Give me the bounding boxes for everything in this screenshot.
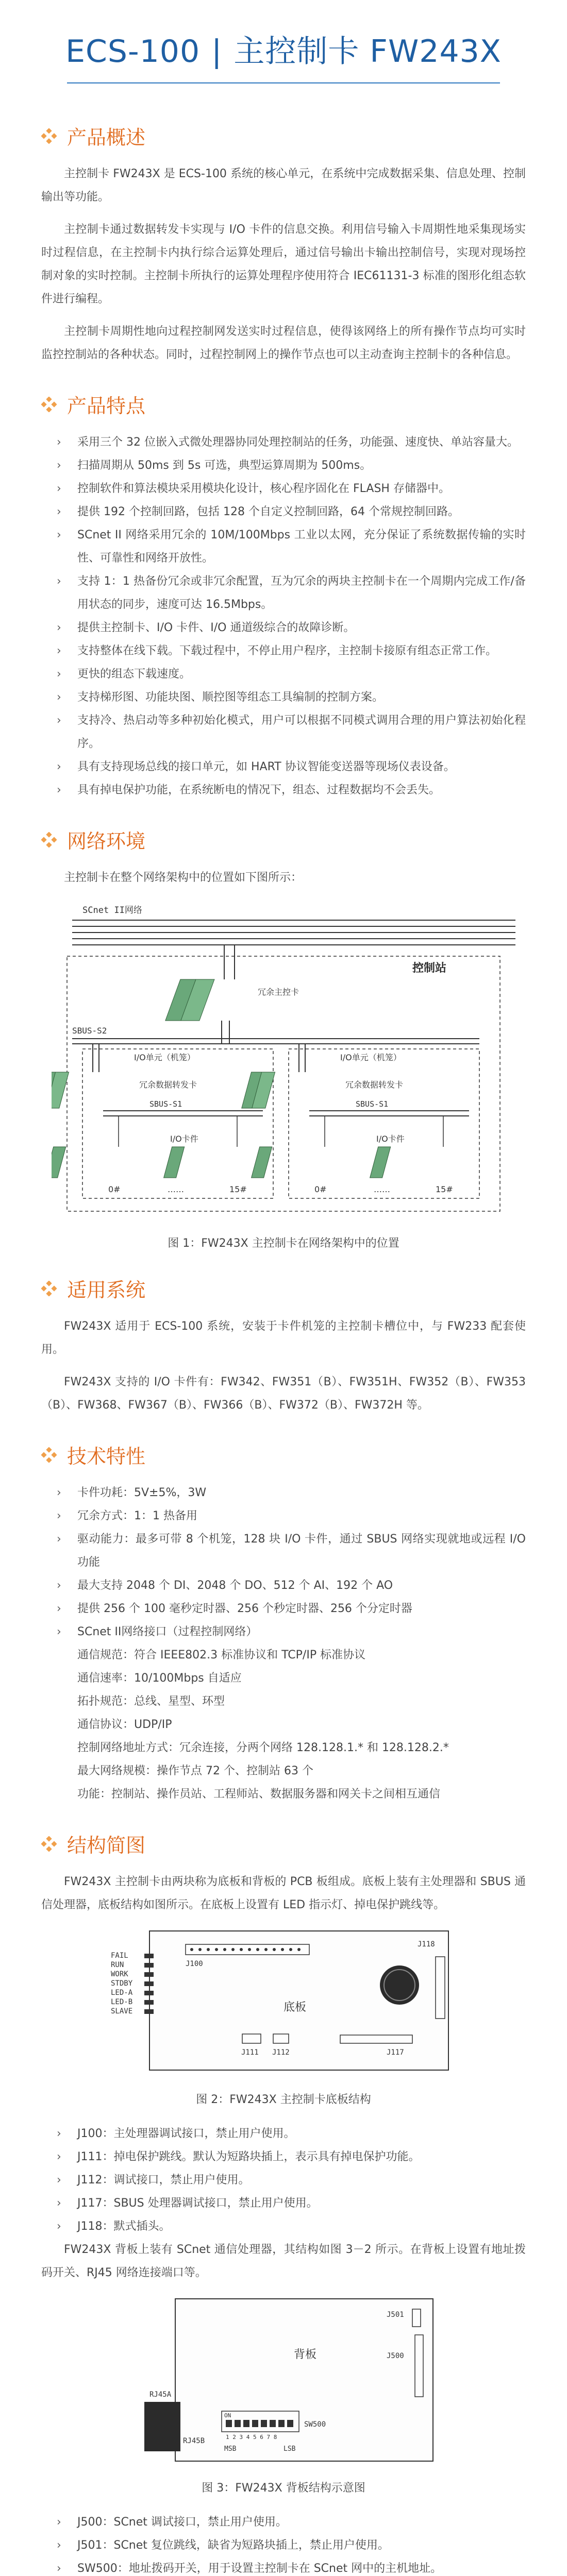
list-item (57, 431, 526, 454)
led-label: RUN (111, 1961, 124, 1969)
j100-label: J100 (186, 1960, 203, 1968)
chevron-right-icon: › (57, 1625, 61, 1638)
led-label: WORK (111, 1970, 128, 1978)
slot-last-label: 15# (229, 1184, 247, 1194)
slot-ellipsis: …… (168, 1184, 184, 1194)
list-item (57, 500, 526, 523)
chevron-right-icon: › (57, 784, 61, 796)
overview-paragraph: 主控制卡周期性地向过程控制网发送实时过程信息，使得该网络上的所有操作节点均可实时监控控制站的各种状态。同时，过程控制网上的操作节点也可以主动查询主控制卡的各种信息。 (41, 325, 526, 361)
specs-list (41, 1481, 526, 1643)
list-item (57, 755, 526, 778)
structure-intro: FW243X 主控制卡由两块称为底板和背板的 PCB 板组成。底板上装有主处理器和 SBUS 通信处理器，底板结构如图所示。在底板上设置有 LED 指示灯、掉电保护跳线等。 (41, 1875, 526, 1911)
network-intro: 主控制卡在整个网络架构中的位置如下图所示： (64, 871, 303, 884)
list-item-text: 提供 192 个控制回路，包括 128 个自定义控制回路，64 个常规控制回路。 (77, 505, 459, 518)
list-item-text: 控制软件和算法模块采用模块化设计，核心程序固化在 FLASH 存储器中。 (77, 482, 450, 495)
list-item-text: J100：主处理器调试接口，禁止用户使用。 (77, 2127, 295, 2140)
chevron-right-icon: › (57, 1486, 61, 1499)
io-unit-right (289, 1049, 479, 1198)
list-item (57, 778, 526, 802)
rj45b-label: RJ45B (183, 2437, 205, 2445)
led-label: FAIL (111, 1952, 128, 1960)
diamond-icon (41, 1281, 57, 1296)
figure-caption: 图 1：FW243X 主控制卡在网络架构中的位置 (168, 1237, 399, 1250)
scnet-spec-line: 通信速率：10/100Mbps 自适应 (77, 1672, 242, 1685)
sbus-s2-label: SBUS-S2 (72, 1026, 107, 1036)
rj45a-label: RJ45A (149, 2391, 172, 2399)
product-title: 主控制卡 FW243X (234, 33, 502, 70)
figure-caption: 图 2：FW243X 主控制卡底板结构 (196, 2093, 371, 2106)
lsb-label: LSB (284, 2445, 296, 2453)
slot-ellipsis: …… (374, 1184, 390, 1194)
specs-section (0, 1440, 567, 1806)
slot-first-label: 0# (108, 1184, 121, 1194)
network-section (0, 825, 567, 1250)
list-item-text: 支持整体在线下载。下载过程中，不停止用户程序，主控制卡接原有组态正常工作。 (77, 645, 497, 657)
scnet-spec-line: 控制网络地址方式：冗余连接，分两个网络 128.128.1.* 和 128.128.2.* (77, 1741, 449, 1754)
j500-label: J500 (387, 2352, 404, 2360)
chevron-right-icon: › (57, 691, 61, 704)
redundant-main-label: 冗余主控卡 (258, 987, 299, 997)
chevron-right-icon: › (57, 2197, 61, 2210)
list-item-text: 驱动能力：最多可带 8 个机笼，128 块 I/O 卡件，通过 SBUS 网络实现就地或远程 I/O 功能 (77, 1533, 526, 1569)
scnet-label: SCnet II网络 (82, 905, 142, 916)
list-item (57, 2534, 526, 2557)
list-item-text: SCnet II 网络采用冗余的 10M/100Mbps 工业以太网，充分保证了系统数据传输的实时性、可靠性和网络开放性。 (77, 529, 526, 565)
list-item (57, 1574, 526, 1597)
applicable-paragraph: FW243X 适用于 ECS-100 系统，安装于卡件机笼的主控制卡槽位中，与 FW233 配套使用。 (41, 1320, 526, 1356)
applicable-heading (41, 1274, 526, 1302)
list-item-text: 具有掉电保护功能，在系统断电的情况下，组态、过程数据均不会丢失。 (77, 784, 441, 796)
features-heading (41, 390, 526, 418)
back-board-outline (175, 2299, 433, 2461)
dip-numbers: 1 2 3 4 5 6 7 8 (226, 2434, 277, 2441)
diamond-icon (41, 1836, 57, 1852)
section-title: 适用系统 (67, 1279, 146, 1301)
structure-heading (41, 1829, 526, 1858)
sw500-label: SW500 (304, 2420, 326, 2429)
led-label: STDBY (111, 1979, 133, 1988)
chevron-right-icon: › (57, 714, 61, 727)
list-item (57, 477, 526, 500)
base-board-label: 底板 (284, 2001, 307, 2014)
j111-label: J111 (241, 2048, 259, 2057)
list-item (57, 663, 526, 686)
redundant-main-cards (165, 979, 214, 1021)
chevron-right-icon: › (57, 2516, 61, 2529)
section-title: 技术特性 (67, 1445, 146, 1468)
back-board-items (41, 2511, 526, 2576)
control-station-label: 控制站 (412, 962, 447, 975)
chevron-right-icon: › (57, 2220, 61, 2233)
list-item (57, 1597, 526, 1620)
chevron-right-icon: › (57, 2174, 61, 2187)
list-item-text: J118：默式插头。 (77, 2220, 171, 2233)
features-list (41, 431, 526, 802)
redundant-forward-label: 冗余数据转发卡 (345, 1080, 404, 1090)
list-item (57, 2215, 526, 2238)
sbus-s1-label: SBUS-S1 (149, 1099, 182, 1109)
overview-paragraph: 主控制卡 FW243X 是 ECS-100 系统的核心单元，在系统中完成数据采集、信息处理、控制输出等功能。 (41, 167, 526, 204)
slot-last-label: 15# (436, 1184, 453, 1194)
chevron-right-icon: › (57, 2150, 61, 2163)
list-item (57, 1504, 526, 1528)
chevron-right-icon: › (57, 459, 61, 472)
led-label: SLAVE (111, 2007, 133, 2015)
page-header (0, 0, 567, 98)
scnet-sublist (41, 1643, 526, 1806)
scnet-spec-line: 通信规范：符合 IEEE802.3 标准协议和 TCP/IP 标准协议 (77, 1649, 366, 1662)
back-board-intro: FW243X 背板上装有 SCnet 通信处理器，其结构如图 3－2 所示。在背板上设置有地址拨码开关、RJ45 网络连接端口等。 (41, 2243, 526, 2279)
scnet-spec-line: 通信协议：UDP/IP (77, 1718, 172, 1731)
list-item (57, 2557, 526, 2576)
chevron-right-icon: › (57, 645, 61, 657)
led-label: LED-A (111, 1989, 133, 1997)
list-item-text: 支持梯形图、功能块图、顺控图等组态工具编制的控制方案。 (77, 691, 384, 704)
applicable-section (0, 1274, 567, 1417)
slot-first-label: 0# (314, 1184, 327, 1194)
specs-heading (41, 1440, 526, 1469)
scnet-spec-line: 最大网络规模：操作节点 72 个、控制站 63 个 (77, 1765, 313, 1777)
io-unit-label: I/O单元（机笼） (134, 1053, 195, 1062)
list-item (57, 709, 526, 755)
list-item-text: 提供 256 个 100 毫秒定时器、256 个秒定时器、256 个分定时器 (77, 1602, 412, 1615)
chevron-right-icon: › (57, 2127, 61, 2140)
msb-label: MSB (224, 2445, 237, 2453)
figure-caption: 图 3：FW243X 背板结构示意图 (202, 2482, 365, 2495)
list-item (57, 686, 526, 709)
chevron-right-icon: › (57, 1579, 61, 1592)
list-item (57, 1620, 526, 1643)
chevron-right-icon: › (57, 2562, 61, 2575)
list-item (57, 2122, 526, 2145)
overview-paragraph: 主控制卡通过数据转发卡实现与 I/O 卡件的信息交换。利用信号输入卡周期性地采集现场实时过程信息，在主控制卡内执行综合运算处理后，通过信号输出卡输出控制信号，实现对现场控制对象的实时控制。主控制卡所执行的运算处理程序使用符合 IEC61131-3 标准的图形化组态软件进行编程。 (41, 223, 526, 306)
list-item (57, 2192, 526, 2215)
list-item (57, 2145, 526, 2168)
rj45b-port (144, 2427, 180, 2451)
list-item-text: SCnet II网络接口（过程控制网络） (77, 1625, 258, 1638)
list-item-text: 采用三个 32 位嵌入式微处理器协同处理控制站的任务，功能强、速度快、单站容量大。 (77, 436, 519, 449)
list-item (57, 1528, 526, 1574)
io-unit-label: I/O单元（机笼） (340, 1053, 402, 1062)
chevron-right-icon: › (57, 760, 61, 773)
chevron-right-icon: › (57, 529, 61, 541)
j112-label: J112 (272, 2048, 290, 2057)
base-board-diagram (108, 1926, 459, 2080)
list-item-text: 提供主控制卡、I/O 卡件、I/O 通道级综合的故障诊断。 (77, 621, 355, 634)
io-card-label: I/O卡件 (376, 1134, 405, 1144)
list-item (57, 616, 526, 639)
list-item-text: 具有支持现场总线的接口单元，如 HART 协议智能变送器等现场仪表设备。 (77, 760, 455, 773)
chevron-right-icon: › (57, 2539, 61, 2552)
rj45a-port (144, 2402, 180, 2427)
list-item-text: SW500：地址拨码开关，用于设置主控制卡在 SCnet 网中的主机地址。 (77, 2562, 442, 2575)
chevron-right-icon: › (57, 621, 61, 634)
list-item-text: J117：SBUS 处理器调试接口，禁止用户使用。 (77, 2197, 318, 2210)
base-board-items (41, 2122, 526, 2238)
back-board-diagram (124, 2294, 443, 2469)
sbus-s1-label: SBUS-S1 (356, 1099, 389, 1109)
list-item (57, 454, 526, 477)
applicable-paragraph: FW243X 支持的 I/O 卡件有：FW342、FW351（B）、FW351H、FW352（B）、FW353（B）、FW368、FW367（B）、FW366（B）、FW372（B）、FW372H 等。 (41, 1376, 526, 1412)
chevron-right-icon: › (57, 668, 61, 681)
diamond-icon (41, 397, 57, 412)
chevron-right-icon: › (57, 1533, 61, 1546)
diamond-icon (41, 1447, 57, 1463)
section-title: 结构简图 (67, 1834, 146, 1857)
section-title: 产品概述 (67, 126, 146, 149)
chevron-right-icon: › (57, 482, 61, 495)
list-item-text: J501：SCnet 复位跳线，缺省为短路块插上，禁止用户使用。 (77, 2539, 389, 2552)
list-item-text: J111：掉电保护跳线。默认为短路块插上，表示具有掉电保护功能。 (77, 2150, 420, 2163)
title-separator: | (211, 33, 223, 70)
battery-component (380, 1965, 419, 2005)
list-item-text: 冗余方式：1：1 热备用 (77, 1510, 197, 1522)
network-heading (41, 825, 526, 854)
list-item (57, 523, 526, 570)
list-item-text: J500：SCnet 调试接口，禁止用户使用。 (77, 2516, 287, 2529)
page-title (65, 27, 502, 71)
overview-section (0, 122, 567, 366)
list-item-text: 扫描周期从 50ms 到 5s 可选，典型运算周期为 500ms。 (77, 459, 372, 472)
list-item-text: 支持冷、热启动等多种初始化模式，用户可以根据不同模式调用合理的用户算法初始化程序。 (77, 714, 526, 750)
j117-label: J117 (387, 2048, 404, 2057)
scnet-spec-line: 功能：控制站、操作员站、工程师站、数据服务器和网关卡之间相互通信 (77, 1788, 441, 1801)
j501-label: J501 (387, 2311, 404, 2319)
dip-on-label: ON (224, 2412, 231, 2419)
list-item (57, 1481, 526, 1504)
diamond-icon (41, 832, 57, 848)
scnet-spec-line: 拓扑规范：总线、星型、环型 (77, 1695, 225, 1708)
list-item-text: 更快的组态下载速度。 (77, 668, 191, 681)
list-item (57, 2168, 526, 2192)
io-card-label: I/O卡件 (170, 1134, 198, 1144)
chevron-right-icon: › (57, 505, 61, 518)
overview-heading (41, 122, 526, 150)
list-item-text: 最大支持 2048 个 DI、2048 个 DO、512 个 AI、192 个 AO (77, 1579, 393, 1592)
list-item-text: 卡件功耗：5V±5%，3W (77, 1486, 207, 1499)
structure-section (0, 1829, 567, 2576)
features-section (0, 390, 567, 802)
section-title: 网络环境 (67, 830, 146, 853)
chevron-right-icon: › (57, 1510, 61, 1522)
io-unit-left (82, 1049, 273, 1198)
header-divider (67, 82, 500, 83)
led-label: LED-B (111, 1998, 133, 2006)
back-board-label: 背板 (294, 2348, 317, 2361)
j118-label: J118 (418, 1940, 435, 1948)
network-diagram (52, 894, 515, 1224)
list-item (57, 2511, 526, 2534)
list-item (57, 639, 526, 663)
section-title: 产品特点 (67, 395, 146, 417)
list-item (57, 570, 526, 616)
list-item-text: J112：调试接口，禁止用户使用。 (77, 2174, 250, 2187)
diamond-icon (41, 128, 57, 144)
redundant-forward-label: 冗余数据转发卡 (139, 1080, 197, 1090)
chevron-right-icon: › (57, 575, 61, 588)
chevron-right-icon: › (57, 436, 61, 449)
list-item-text: 支持 1：1 热备份冗余或非冗余配置，互为冗余的两块主控制卡在一个周期内完成工作/备用状态的同步，速度可达 16.5Mbps。 (77, 575, 526, 611)
chevron-right-icon: › (57, 1602, 61, 1615)
model-name: ECS-100 (65, 33, 201, 70)
